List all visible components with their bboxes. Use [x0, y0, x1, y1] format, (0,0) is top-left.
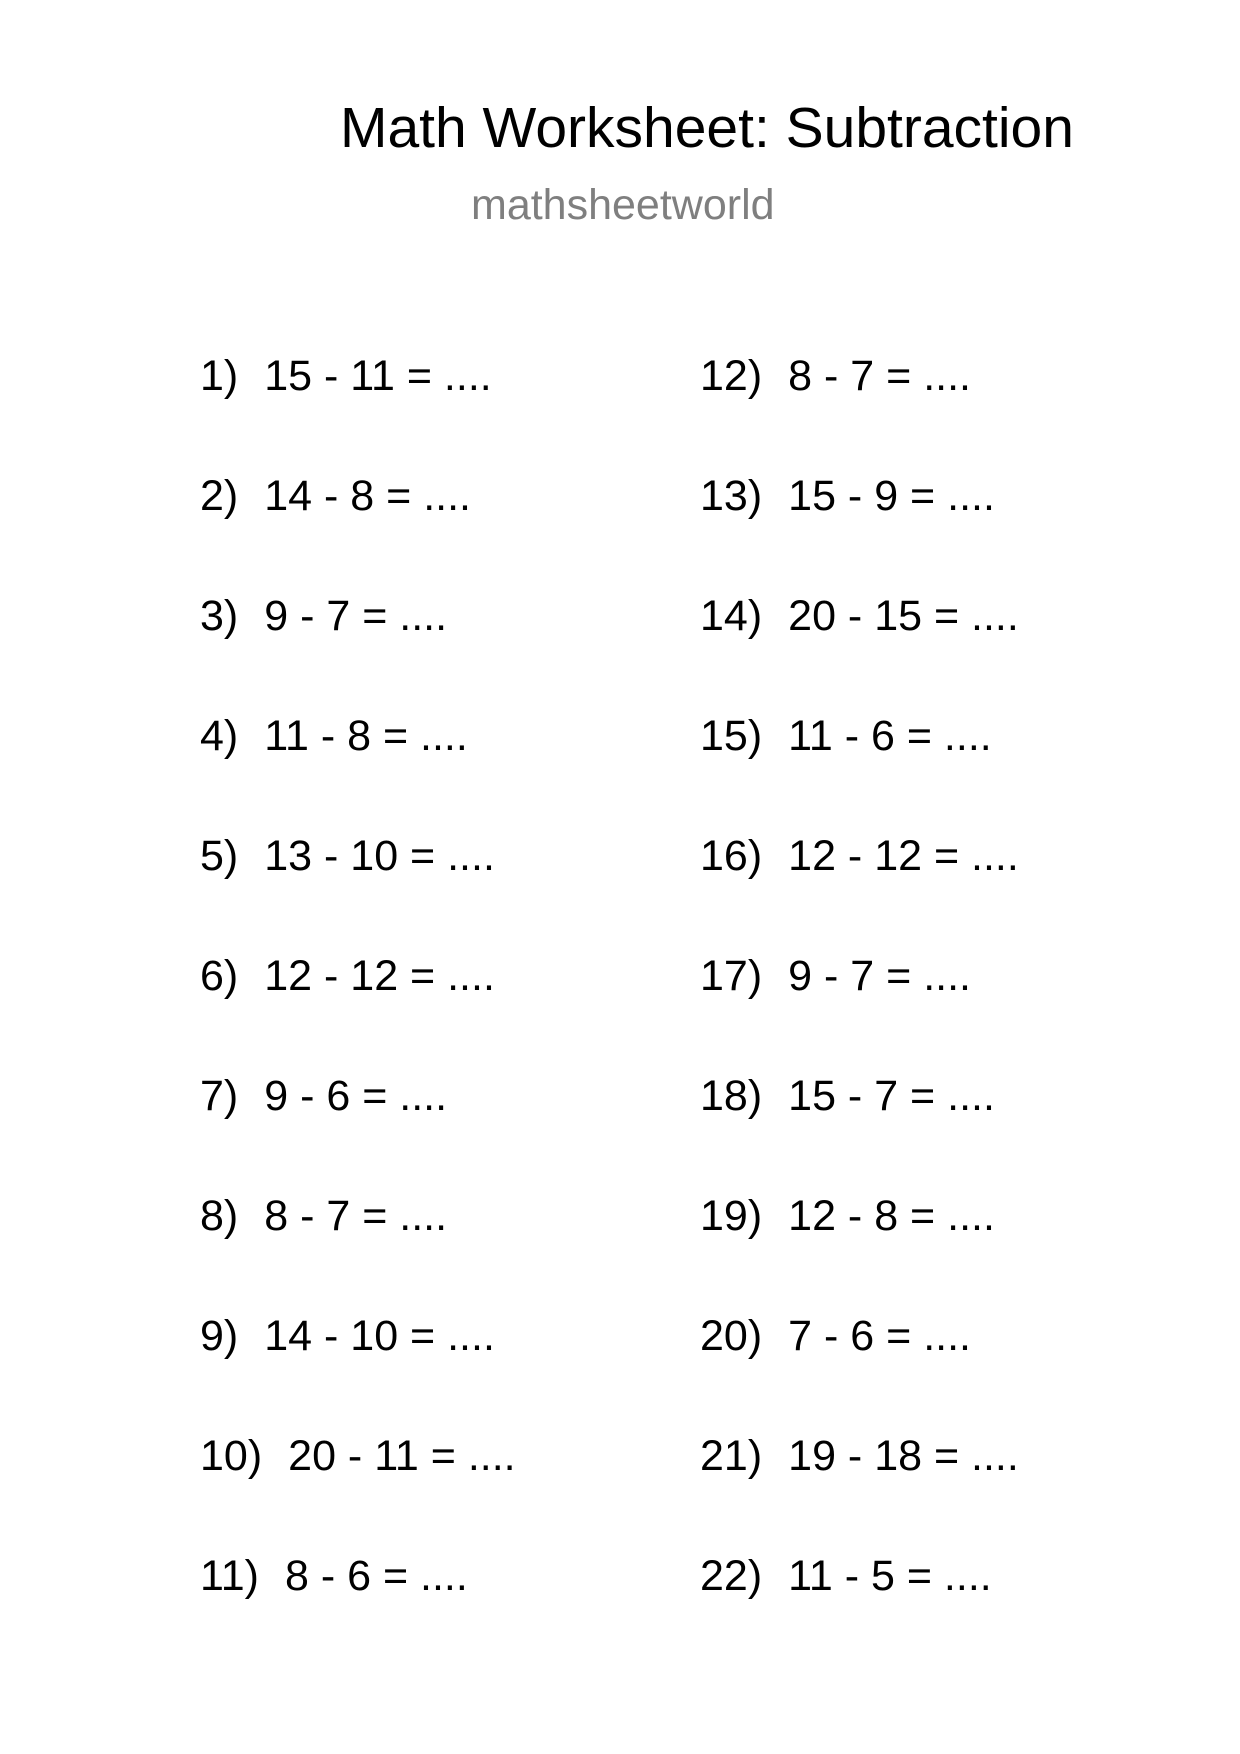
problem-item: [700, 468, 1019, 588]
problem-item: [200, 1548, 516, 1668]
problem-expression: 20 - 15 = ....: [788, 592, 1019, 640]
problem-expression: 9 - 7 = ....: [788, 952, 971, 1000]
problem-number: 13): [700, 472, 763, 520]
problem-column-right: [700, 348, 1019, 1668]
problem-number: 4): [200, 712, 239, 760]
problem-item: [700, 1308, 1019, 1428]
problem-number: 1): [200, 352, 239, 400]
problem-item: [700, 1188, 1019, 1308]
problem-item: [700, 828, 1019, 948]
problem-expression: 8 - 7 = ....: [264, 1192, 448, 1240]
problem-expression: 12 - 8 = ....: [788, 1192, 995, 1240]
problem-expression: 15 - 9 = ....: [788, 472, 995, 520]
problem-number: 2): [200, 472, 239, 520]
problem-expression: 8 - 6 = ....: [284, 1552, 468, 1600]
problem-number: 21): [700, 1432, 763, 1480]
problem-expression: 20 - 11 = ....: [288, 1432, 516, 1480]
problem-number: 6): [200, 952, 239, 1000]
problem-number: 22): [700, 1552, 763, 1600]
problem-item: [200, 1308, 516, 1428]
problem-expression: 8 - 7 = ....: [788, 352, 971, 400]
problem-number: 20): [700, 1312, 763, 1360]
problem-expression: 9 - 7 = ....: [264, 592, 448, 640]
page-title: Math Worksheet: Subtraction: [340, 96, 1074, 160]
problem-expression: 15 - 7 = ....: [788, 1072, 995, 1120]
problem-expression: 11 - 6 = ....: [788, 712, 992, 760]
problem-expression: 7 - 6 = ....: [788, 1312, 971, 1360]
problem-item: [200, 948, 516, 1068]
problem-item: [700, 948, 1019, 1068]
problem-item: [200, 708, 516, 828]
problem-item: [200, 588, 516, 708]
problem-expression: 12 - 12 = ....: [264, 952, 495, 1000]
problem-expression: 14 - 10 = ....: [264, 1312, 495, 1360]
problem-item: [700, 588, 1019, 708]
problem-item: [200, 468, 516, 588]
problem-expression: 13 - 10 = ....: [264, 832, 495, 880]
problem-number: 12): [700, 352, 763, 400]
problem-number: 14): [700, 592, 763, 640]
problem-item: [200, 348, 516, 468]
problem-column-left: [200, 348, 516, 1668]
problem-expression: 15 - 11 = ....: [264, 352, 492, 400]
problem-expression: 12 - 12 = ....: [788, 832, 1019, 880]
source-label: mathsheetworld: [471, 181, 775, 229]
problem-number: 10): [200, 1432, 263, 1480]
problem-item: [200, 1188, 516, 1308]
problem-item: [700, 1068, 1019, 1188]
problem-expression: 11 - 5 = ....: [788, 1552, 992, 1600]
problem-number: 7): [200, 1072, 239, 1120]
problem-number: 19): [700, 1192, 763, 1240]
problem-number: 5): [200, 832, 239, 880]
problem-number: 17): [700, 952, 763, 1000]
problem-expression: 19 - 18 = ....: [788, 1432, 1019, 1480]
problem-item: [700, 348, 1019, 468]
problem-number: 18): [700, 1072, 763, 1120]
problem-number: 15): [700, 712, 763, 760]
problem-number: 16): [700, 832, 763, 880]
problem-item: [200, 828, 516, 948]
problem-item: [200, 1068, 516, 1188]
problem-number: 11): [200, 1552, 259, 1600]
problem-item: [700, 708, 1019, 828]
problem-item: [200, 1428, 516, 1548]
problem-item: [700, 1428, 1019, 1548]
problem-number: 9): [200, 1312, 239, 1360]
problem-expression: 9 - 6 = ....: [264, 1072, 448, 1120]
problem-number: 8): [200, 1192, 239, 1240]
problem-expression: 11 - 8 = ....: [264, 712, 468, 760]
problem-number: 3): [200, 592, 239, 640]
problem-item: [700, 1548, 1019, 1668]
problem-expression: 14 - 8 = ....: [264, 472, 471, 520]
